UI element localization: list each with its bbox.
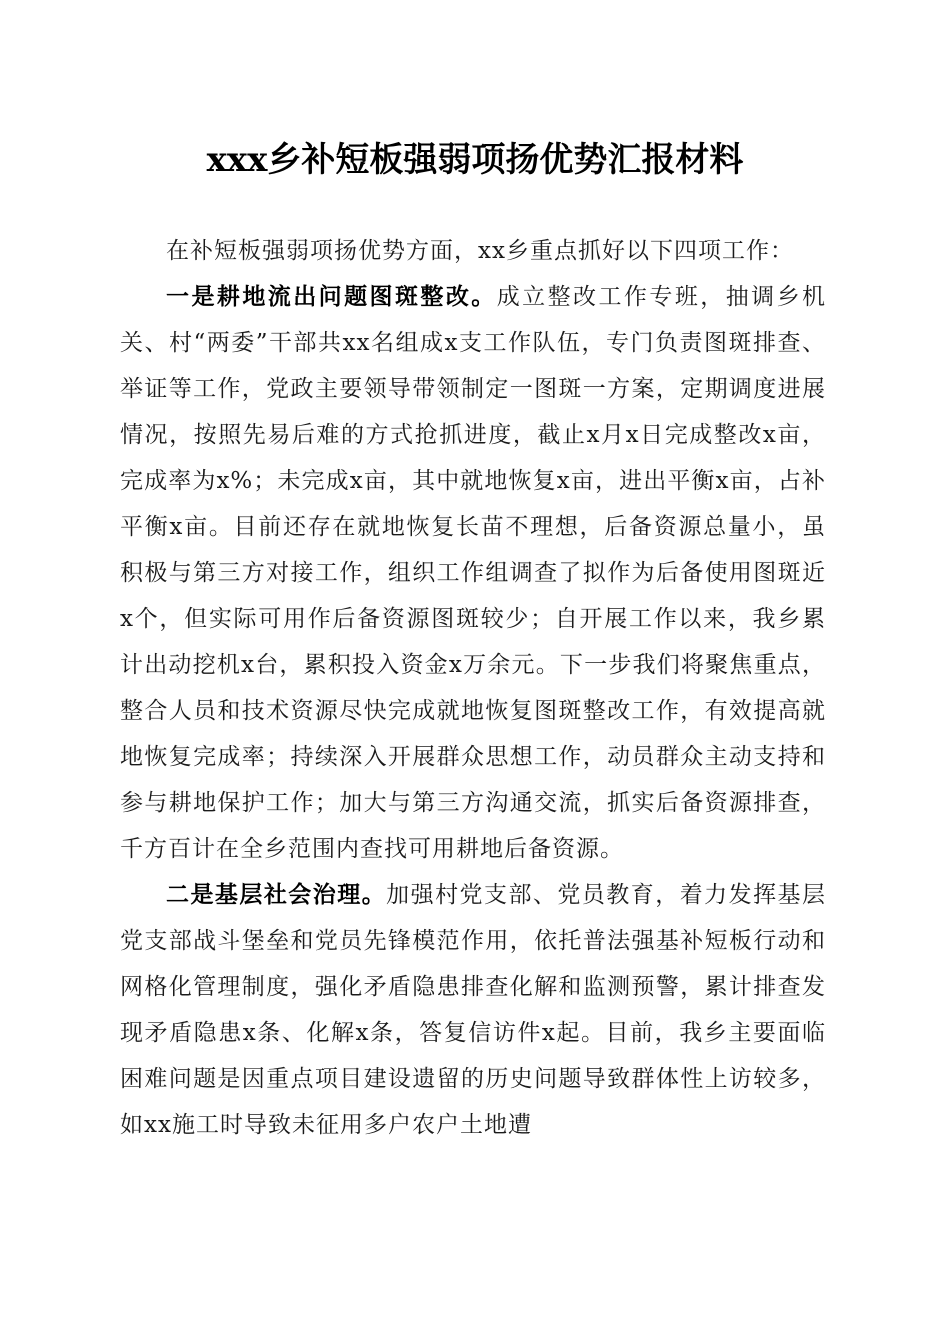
section-text-1: 成立整改工作专班，抽调乡机关、村“两委”干部共xx名组成x支工作队伍，专门负责图斑排查、举证等工作，党政主要领导带领制定一图斑一方案，定期调度进展情况，按照先易后难的方式抢抓进度，截止x月x日完成整改x亩，完成率为x%；未完成x亩，其中就地恢复x亩，进出平衡x亩，占补平衡x亩。目前还存在就地恢复长苗不理想，后备资源总量小，虽积极与第三方对接工作，组织工作组调查了拟作为后备使用图斑近x个，但实际可用作后备资源图斑较少；自开展工作以来，我乡累计出动挖机x台，累积投入资金x万余元。下一步我们将聚焦重点，整合人员和技术资源尽快完成就地恢复图斑整改工作，有效提高就地恢复完成率；持续深入开展群众思想工作，动员群众主动支持和参与耕地保护工作；加大与第三方沟通交流，抓实后备资源排查，千方百计在全乡范围内查找可用耕地后备资源。 [120,284,827,862]
intro-paragraph: 在补短板强弱项扬优势方面，xx乡重点抓好以下四项工作： [166,238,794,264]
section-lead-2: 二是基层社会治理。 [166,881,387,908]
document-body [120,228,826,1148]
document-title: xxx乡补短板强弱项扬优势汇报材料 [206,140,744,180]
section-lead-1: 一是耕地流出问题图斑整改。 [166,283,497,310]
section-paragraph-2 [120,872,826,1148]
section-paragraph-1 [120,274,826,872]
section-text-2: 加强村党支部、党员教育，着力发挥基层党支部战斗堡垒和党员先锋模范作用，依托普法强基补短板行动和网格化管理制度，强化矛盾隐患排查化解和监测预警，累计排查发现矛盾隐患x条、化解x条，答复信访件x起。目前，我乡主要面临困难问题是因重点项目建设遗留的历史问题导致群体性上访较多，如xx施工时导致未征用多户农户土地遭 [120,882,827,1138]
